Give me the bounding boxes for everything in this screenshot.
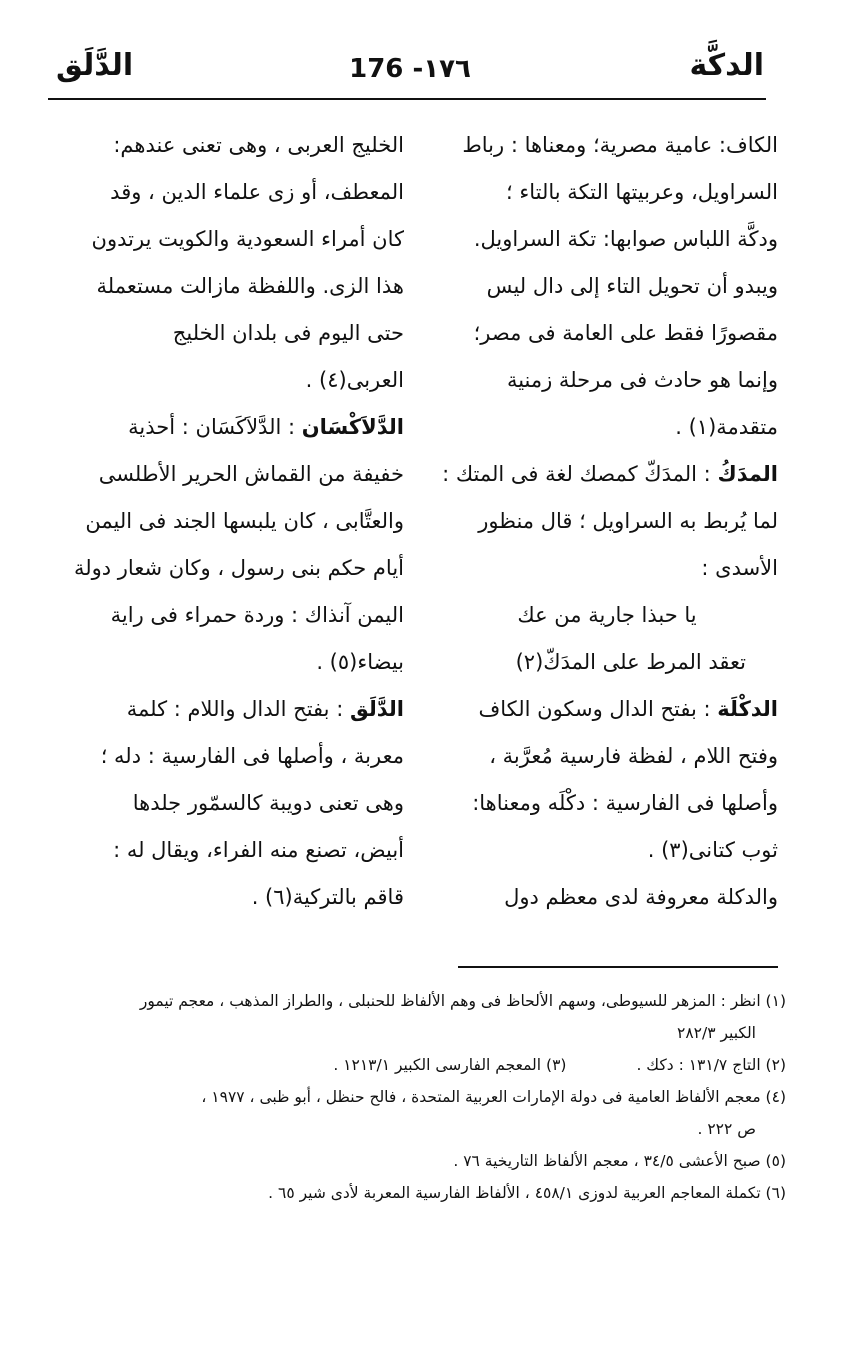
- text-line: ثوب كتانى(٣) .: [647, 838, 778, 862]
- header-rule: [48, 98, 766, 100]
- entry-madak: [436, 451, 778, 498]
- text-line: أبيض، تصنع منه الفراء، ويقال له :: [113, 838, 404, 862]
- footnote-1-cont: الكبير ٢٨٢/٣: [677, 1024, 756, 1042]
- text-line: الخليج العربى ، وهى تعنى عندهم:: [113, 133, 404, 157]
- footnote-4: (٤) معجم الألفاظ العامية فى دولة الإمارات العربية المتحدة ، فالح حنظل ، أبو ظبى ، ١٩٧٧ ،: [201, 1088, 786, 1106]
- text-line: والعتَّابى ، كان يلبسها الجند فى اليمن: [85, 509, 404, 533]
- left-column: [46, 122, 404, 921]
- text-line: مقصورًا فقط على العامة فى مصر؛: [473, 321, 778, 345]
- page-number: 176 -١٧٦: [349, 54, 471, 84]
- text-line: العربى(٤) .: [305, 368, 404, 392]
- text-line: وأصلها فى الفارسية : دكْلَه ومعناها:: [472, 791, 778, 815]
- text-line: وهى تعنى دويبة كالسمّور جلدها: [132, 791, 404, 815]
- text-line: أيام حكم بنى رسول ، وكان شعار دولة: [73, 556, 404, 580]
- verse-line: تعقد المرط على المدَكّ(٢): [515, 650, 746, 674]
- entry-dakla: [436, 686, 778, 733]
- text-line: : بفتح الدال واللام : كلمة: [126, 697, 344, 721]
- text-line: كان أمراء السعودية والكويت يرتدون: [91, 227, 404, 251]
- footnote-6: (٦) تكملة المعاجم العربية لدوزى ٤٥٨/١ ، الألفاظ الفارسية المعربة لأدى شير ٦٥ .: [268, 1184, 786, 1202]
- text-line: الأسدى :: [701, 556, 778, 580]
- entry-term: الدَّلاَكْسَان: [301, 415, 404, 439]
- footnote-row-2-3: [56, 1049, 786, 1081]
- footnote-rule: [458, 966, 778, 968]
- text-line: قاقم بالتركية(٦) .: [251, 885, 404, 909]
- text-line: المعطف، أو زى علماء الدين ، وقد: [110, 180, 404, 204]
- footnote-3: (٣) المعجم الفارسى الكبير ١٢١٣/١ .: [333, 1056, 567, 1074]
- footnote-5: (٥) صبح الأعشى ٣٤/٥ ، معجم الألفاظ التاريخية ٧٦ .: [453, 1152, 786, 1170]
- footnote-1: (١) انظر : المزهر للسيوطى، وسهم الألحاظ فى وهم الألفاظ للحنبلى ، والطراز المذهب ، معجم تيمور: [139, 992, 786, 1010]
- verse-line: يا حبذا جارية من عك: [517, 603, 697, 627]
- entry-term: الدَّلَق: [349, 697, 404, 721]
- text-line: ويبدو أن تحويل التاء إلى دال ليس: [486, 274, 778, 298]
- text-line: هذا الزى. واللفظة مازالت مستعملة: [96, 274, 404, 298]
- entry-term: الدكْلَة: [717, 697, 778, 721]
- entry-dalaq: [46, 686, 404, 733]
- text-line: : الدَّلاَكَسَان : أحذية: [128, 415, 296, 439]
- right-column: [436, 122, 778, 921]
- text-line: متقدمة(١) .: [675, 415, 778, 439]
- text-line: اليمن آنذاك : وردة حمراء فى راية: [110, 603, 404, 627]
- text-line: ودكَّة اللباس صوابها: تكة السراويل.: [473, 227, 778, 251]
- text-line: : المدَكّ كمصك لغة فى المتك :: [442, 462, 711, 486]
- footnotes: [56, 985, 786, 1209]
- text-line: لما يُربط به السراويل ؛ قال منظور: [478, 509, 778, 533]
- header-first-entry: الدكَّة: [689, 48, 764, 83]
- running-head: [36, 48, 784, 98]
- text-line: : بفتح الدال وسكون الكاف: [478, 697, 711, 721]
- text-line: بيضاء(٥) .: [316, 650, 404, 674]
- text-line: السراويل، وعربيتها التكة بالتاء ؛: [506, 180, 778, 204]
- text-line: الكاف: عامية مصرية؛ ومعناها : رباط: [462, 133, 778, 157]
- entry-term: المدَكُ: [717, 462, 778, 486]
- footnote-2: (٢) التاج ١٣١/٧ : دكك .: [636, 1056, 786, 1074]
- text-line: حتى اليوم فى بلدان الخليج: [172, 321, 404, 345]
- text-line: وإنما هو حادث فى مرحلة زمنية: [506, 368, 778, 392]
- entry-dalakasan: [46, 404, 404, 451]
- text-line: وفتح اللام ، لفظة فارسية مُعرَّبة ،: [489, 744, 778, 768]
- text-line: معربة ، وأصلها فى الفارسية : دله ؛: [100, 744, 404, 768]
- text-line: والدكلة معروفة لدى معظم دول: [504, 885, 778, 909]
- text-line: خفيفة من القماش الحرير الأطلسى: [98, 462, 404, 486]
- spacer: [566, 1049, 636, 1081]
- footnote-4-cont: ص ٢٢٢ .: [697, 1120, 756, 1138]
- header-last-entry: الدَّلَق: [56, 48, 134, 83]
